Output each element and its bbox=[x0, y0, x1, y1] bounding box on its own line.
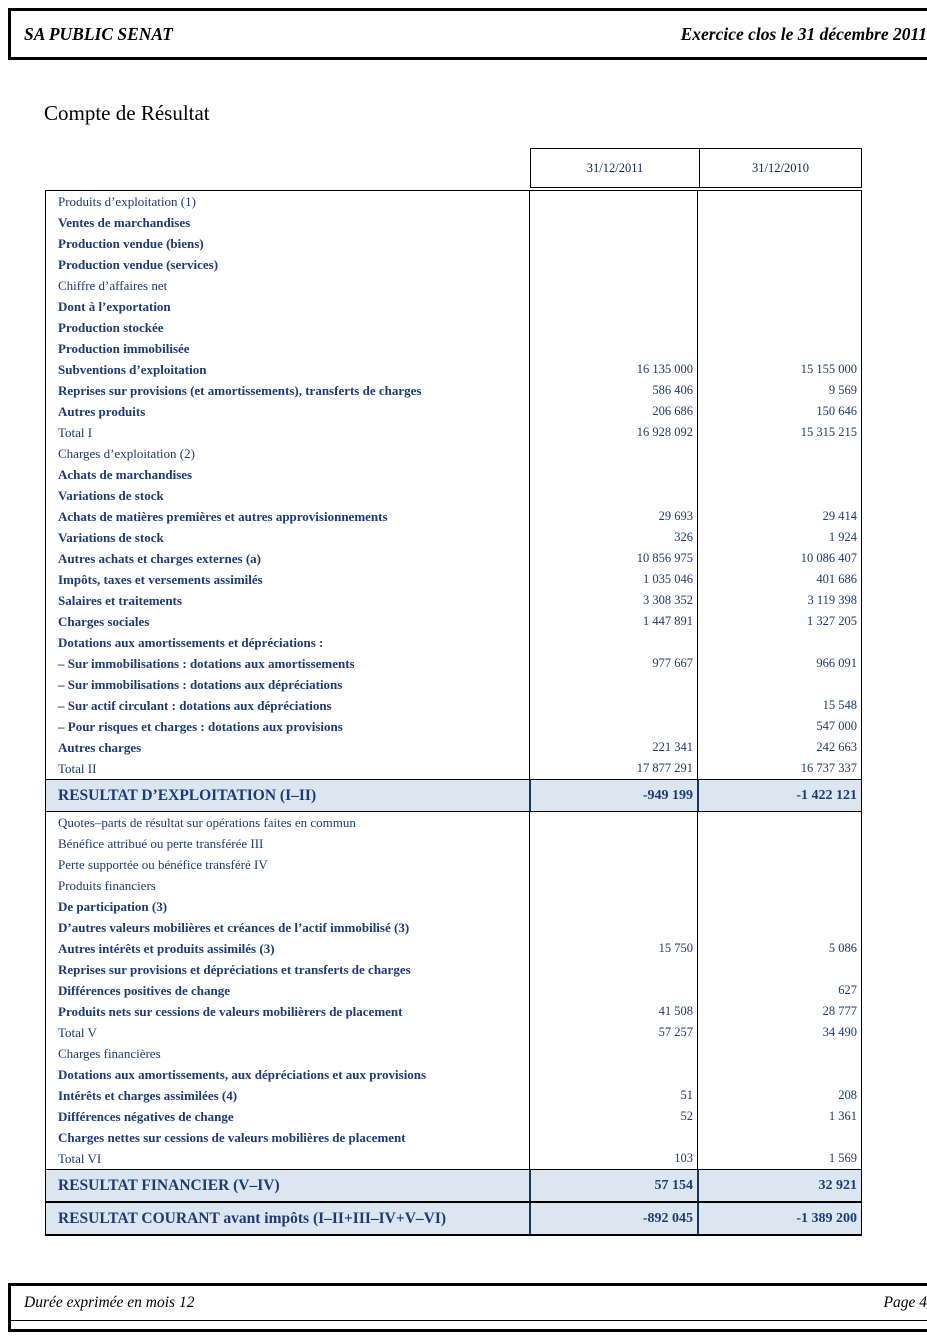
value-2011: 15 750 bbox=[529, 938, 697, 959]
value-2011: 3 308 352 bbox=[529, 590, 697, 611]
value-2011: 16 928 092 bbox=[529, 422, 697, 443]
value-2010 bbox=[697, 464, 861, 485]
value-2010: 1 924 bbox=[697, 527, 861, 548]
table-row bbox=[46, 1001, 861, 1022]
row-label: Production vendue (biens) bbox=[58, 235, 204, 251]
value-2011 bbox=[529, 254, 697, 275]
value-2011: -949 199 bbox=[529, 780, 697, 811]
value-2011 bbox=[529, 917, 697, 938]
table-row bbox=[46, 359, 861, 380]
value-2011 bbox=[529, 485, 697, 506]
table-row bbox=[46, 1148, 861, 1169]
row-label: De participation (3) bbox=[58, 898, 168, 914]
row-label: Perte supportée ou bénéfice transféré IV bbox=[58, 856, 268, 872]
row-label: D’autres valeurs mobilières et créances de l’actif immobilisé (3) bbox=[58, 919, 410, 935]
value-2010 bbox=[697, 485, 861, 506]
row-label: Reprises sur provisions et dépréciations et transferts de charges bbox=[58, 961, 411, 977]
value-2011 bbox=[529, 875, 697, 896]
column-header-2011: 31/12/2011 bbox=[586, 160, 644, 175]
table-row bbox=[46, 1022, 861, 1043]
value-2010: 1 569 bbox=[697, 1148, 861, 1169]
value-2010: 1 361 bbox=[697, 1106, 861, 1127]
row-label: Dotations aux amortissements, aux dépréciations et aux provisions bbox=[58, 1066, 427, 1082]
row-label: Production immobilisée bbox=[58, 340, 190, 356]
income-statement-table bbox=[45, 190, 862, 1236]
row-label: Quotes–parts de résultat sur opérations faites en commun bbox=[58, 814, 356, 830]
value-2011 bbox=[529, 464, 697, 485]
row-label: Autres charges bbox=[58, 739, 142, 755]
value-2011: 17 877 291 bbox=[529, 758, 697, 779]
value-2011: 57 257 bbox=[529, 1022, 697, 1043]
value-2010: 34 490 bbox=[697, 1022, 861, 1043]
value-2010: 15 548 bbox=[697, 695, 861, 716]
value-2010: 627 bbox=[697, 980, 861, 1001]
table-row bbox=[46, 443, 861, 464]
table-row bbox=[46, 1202, 861, 1235]
row-label: Intérêts et charges assimilées (4) bbox=[58, 1087, 238, 1103]
value-2011: 1 035 046 bbox=[529, 569, 697, 590]
row-label: RESULTAT FINANCIER (V–IV) bbox=[58, 1176, 280, 1194]
value-2011 bbox=[529, 275, 697, 296]
value-2011: 29 693 bbox=[529, 506, 697, 527]
table-row bbox=[46, 779, 861, 812]
table-row bbox=[46, 980, 861, 1001]
value-2010 bbox=[697, 296, 861, 317]
value-2011 bbox=[529, 296, 697, 317]
value-2011 bbox=[529, 716, 697, 737]
value-2011 bbox=[529, 980, 697, 1001]
row-label: Charges sociales bbox=[58, 613, 150, 629]
value-2011 bbox=[529, 1043, 697, 1064]
value-2011: 586 406 bbox=[529, 380, 697, 401]
value-2010 bbox=[697, 212, 861, 233]
value-2010: 547 000 bbox=[697, 716, 861, 737]
row-label: Total II bbox=[58, 760, 97, 776]
table-row bbox=[46, 875, 861, 896]
table-row bbox=[46, 191, 861, 212]
value-2010 bbox=[697, 875, 861, 896]
value-2011: 977 667 bbox=[529, 653, 697, 674]
table-row bbox=[46, 338, 861, 359]
table-row bbox=[46, 938, 861, 959]
value-2010 bbox=[697, 338, 861, 359]
row-label: Autres achats et charges externes (a) bbox=[58, 550, 262, 566]
value-2010: -1 422 121 bbox=[697, 780, 861, 811]
page-number: Page 4 bbox=[883, 1294, 927, 1311]
value-2011 bbox=[529, 1064, 697, 1085]
value-2010: 15 155 000 bbox=[697, 359, 861, 380]
value-2011 bbox=[529, 854, 697, 875]
table-row bbox=[46, 569, 861, 590]
value-2011: 16 135 000 bbox=[529, 359, 697, 380]
page-header bbox=[8, 8, 927, 60]
row-label: Chiffre d’affaires net bbox=[58, 277, 168, 293]
value-2010: 966 091 bbox=[697, 653, 861, 674]
value-2010 bbox=[697, 191, 861, 212]
table-row bbox=[46, 653, 861, 674]
value-2010: 29 414 bbox=[697, 506, 861, 527]
value-2010 bbox=[697, 233, 861, 254]
table-row bbox=[46, 506, 861, 527]
column-header bbox=[530, 148, 862, 188]
table-row bbox=[46, 233, 861, 254]
table-row bbox=[46, 758, 861, 779]
table-row bbox=[46, 296, 861, 317]
table-row bbox=[46, 1106, 861, 1127]
row-label: Impôts, taxes et versements assimilés bbox=[58, 571, 263, 587]
value-2010: 208 bbox=[697, 1085, 861, 1106]
value-2010 bbox=[697, 674, 861, 695]
value-2010: 10 086 407 bbox=[697, 548, 861, 569]
table-row bbox=[46, 959, 861, 980]
value-2011: 52 bbox=[529, 1106, 697, 1127]
table-row bbox=[46, 317, 861, 338]
exercise-label: Exercice clos le 31 décembre 2011 bbox=[680, 23, 927, 44]
table-row bbox=[46, 1043, 861, 1064]
value-2010: 3 119 398 bbox=[697, 590, 861, 611]
value-2010: 1 327 205 bbox=[697, 611, 861, 632]
value-2010 bbox=[697, 833, 861, 854]
table-row bbox=[46, 212, 861, 233]
row-label: Produits financiers bbox=[58, 877, 156, 893]
table-row bbox=[46, 812, 861, 833]
value-2010: 28 777 bbox=[697, 1001, 861, 1022]
row-label: Autres produits bbox=[58, 403, 146, 419]
row-label: Ventes de marchandises bbox=[58, 214, 191, 230]
value-2010: -1 389 200 bbox=[697, 1203, 861, 1234]
value-2010: 150 646 bbox=[697, 401, 861, 422]
row-label: Total VI bbox=[58, 1150, 102, 1166]
value-2010 bbox=[697, 1043, 861, 1064]
row-label: Charges financières bbox=[58, 1045, 161, 1061]
value-2010: 242 663 bbox=[697, 737, 861, 758]
row-label: Produits d’exploitation (1) bbox=[58, 193, 196, 209]
value-2011 bbox=[529, 632, 697, 653]
value-2011 bbox=[529, 338, 697, 359]
value-2011 bbox=[529, 812, 697, 833]
row-label: Reprises sur provisions (et amortissements), transferts de charges bbox=[58, 382, 422, 398]
row-label: Différences positives de change bbox=[58, 982, 230, 998]
row-label: Différences négatives de change bbox=[58, 1108, 234, 1124]
value-2010: 5 086 bbox=[697, 938, 861, 959]
value-2010: 401 686 bbox=[697, 569, 861, 590]
table-row bbox=[46, 401, 861, 422]
table-row bbox=[46, 833, 861, 854]
row-label: Salaires et traitements bbox=[58, 592, 182, 608]
table-row bbox=[46, 464, 861, 485]
row-label: Total I bbox=[58, 424, 93, 440]
table-row bbox=[46, 1127, 861, 1148]
table-row bbox=[46, 422, 861, 443]
row-label: Produits nets sur cessions de valeurs mobilièrers de placement bbox=[58, 1003, 403, 1019]
page-footer-row bbox=[11, 1286, 927, 1321]
value-2011: 206 686 bbox=[529, 401, 697, 422]
table-row bbox=[46, 632, 861, 653]
value-2010 bbox=[697, 1064, 861, 1085]
value-2011: 41 508 bbox=[529, 1001, 697, 1022]
value-2010 bbox=[697, 812, 861, 833]
value-2010 bbox=[697, 1127, 861, 1148]
value-2011: 103 bbox=[529, 1148, 697, 1169]
row-label: – Pour risques et charges : dotations aux provisions bbox=[58, 718, 343, 734]
row-label: – Sur actif circulant : dotations aux dépréciations bbox=[58, 697, 332, 713]
value-2011 bbox=[529, 212, 697, 233]
value-2010 bbox=[697, 632, 861, 653]
value-2010 bbox=[697, 443, 861, 464]
value-2010: 16 737 337 bbox=[697, 758, 861, 779]
value-2010: 32 921 bbox=[697, 1170, 861, 1201]
value-2010 bbox=[697, 959, 861, 980]
row-label: Variations de stock bbox=[58, 487, 164, 503]
value-2010 bbox=[697, 275, 861, 296]
table-row bbox=[46, 1064, 861, 1085]
value-2011 bbox=[529, 896, 697, 917]
row-label: Total V bbox=[58, 1024, 97, 1040]
row-label: Autres intérêts et produits assimilés (3) bbox=[58, 940, 275, 956]
company-name: SA PUBLIC SENAT bbox=[24, 23, 173, 44]
row-label: RESULTAT D’EXPLOITATION (I–II) bbox=[58, 786, 317, 804]
duration-note: Durée exprimée en mois 12 bbox=[24, 1294, 195, 1311]
row-label: Production vendue (services) bbox=[58, 256, 219, 272]
value-2011 bbox=[529, 191, 697, 212]
value-2011 bbox=[529, 1127, 697, 1148]
column-header-2010: 31/12/2010 bbox=[699, 149, 861, 187]
value-2010 bbox=[697, 254, 861, 275]
value-2010 bbox=[697, 917, 861, 938]
value-2011 bbox=[529, 959, 697, 980]
row-label: Production stockée bbox=[58, 319, 164, 335]
value-2010: 15 315 215 bbox=[697, 422, 861, 443]
table-row bbox=[46, 854, 861, 875]
table-row bbox=[46, 590, 861, 611]
table-row bbox=[46, 275, 861, 296]
row-label: Dotations aux amortissements et dépréciations : bbox=[58, 634, 324, 650]
table-row bbox=[46, 1085, 861, 1106]
row-label: – Sur immobilisations : dotations aux amortissements bbox=[58, 655, 355, 671]
row-label: Variations de stock bbox=[58, 529, 164, 545]
row-label: RESULTAT COURANT avant impôts (I–II+III–IV+V–VI) bbox=[58, 1209, 447, 1227]
table-row bbox=[46, 548, 861, 569]
value-2011 bbox=[529, 233, 697, 254]
value-2011 bbox=[529, 443, 697, 464]
value-2011: -892 045 bbox=[529, 1203, 697, 1234]
value-2011: 1 447 891 bbox=[529, 611, 697, 632]
value-2010: 9 569 bbox=[697, 380, 861, 401]
table-row bbox=[46, 254, 861, 275]
table-row bbox=[46, 674, 861, 695]
page-footer bbox=[8, 1283, 927, 1332]
row-label: Charges d’exploitation (2) bbox=[58, 445, 195, 461]
document-title: Compte de Résultat bbox=[44, 101, 210, 125]
row-label: – Sur immobilisations : dotations aux dépréciations bbox=[58, 676, 343, 692]
table-row bbox=[46, 896, 861, 917]
table-row bbox=[46, 737, 861, 758]
row-label: Achats de matières premières et autres approvisionnements bbox=[58, 508, 388, 524]
row-label: Charges nettes sur cessions de valeurs mobilières de placement bbox=[58, 1129, 406, 1145]
table-row bbox=[46, 611, 861, 632]
value-2010 bbox=[697, 317, 861, 338]
value-2011 bbox=[529, 317, 697, 338]
table-row bbox=[46, 917, 861, 938]
row-label: Subventions d’exploitation bbox=[58, 361, 207, 377]
table-row bbox=[46, 527, 861, 548]
value-2011: 57 154 bbox=[529, 1170, 697, 1201]
value-2011: 221 341 bbox=[529, 737, 697, 758]
value-2010 bbox=[697, 896, 861, 917]
value-2011 bbox=[529, 674, 697, 695]
value-2011 bbox=[529, 833, 697, 854]
table-row bbox=[46, 485, 861, 506]
row-label: Bénéfice attribué ou perte transférée III bbox=[58, 835, 264, 851]
table-row bbox=[46, 1169, 861, 1202]
table-row bbox=[46, 716, 861, 737]
row-label: Dont à l’exportation bbox=[58, 298, 171, 314]
value-2011: 10 856 975 bbox=[529, 548, 697, 569]
table-row bbox=[46, 380, 861, 401]
row-label: Achats de marchandises bbox=[58, 466, 193, 482]
table-row bbox=[46, 695, 861, 716]
value-2011 bbox=[529, 695, 697, 716]
value-2011: 326 bbox=[529, 527, 697, 548]
value-2011: 51 bbox=[529, 1085, 697, 1106]
value-2010 bbox=[697, 854, 861, 875]
